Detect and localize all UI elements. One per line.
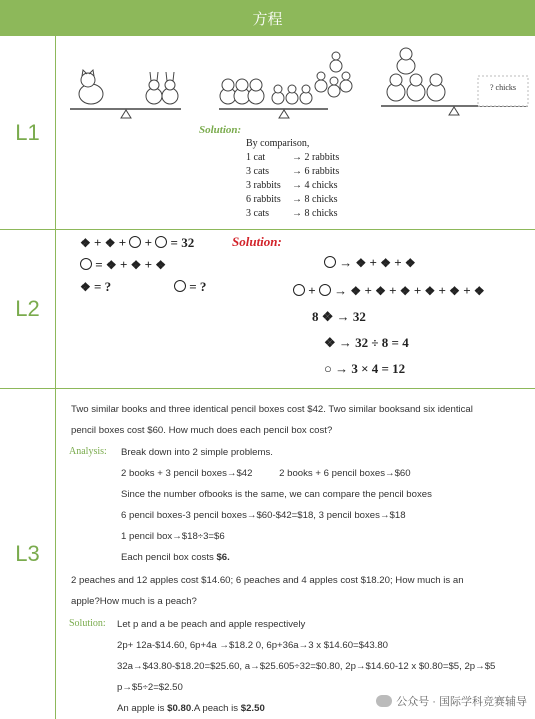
- page-title: 方程: [252, 10, 283, 28]
- analysis-line-3: Since the number ofbooks is the same, we can compare the pencil boxes: [121, 489, 432, 500]
- cat-icon: [427, 74, 445, 101]
- clover-icon: ❖: [80, 236, 91, 250]
- l1-line-3-left: 3 rabbits: [246, 180, 281, 191]
- analysis-line-5: 1 pencil box→$18÷3=$6: [121, 531, 225, 542]
- scale-cat-vs-rabbits: [70, 70, 181, 118]
- clover-icon: ❖: [375, 284, 386, 298]
- clover-icon: ❖: [473, 284, 485, 298]
- clover-icon: ❖: [104, 236, 116, 250]
- circle-icon: [129, 236, 141, 248]
- clover-icon: ❖: [350, 284, 362, 298]
- step-5: ○ → 3 × 4 = 12: [324, 361, 406, 376]
- analysis-label: Analysis:: [69, 446, 107, 457]
- level-3-label: L3: [0, 388, 56, 719]
- rabbit-icon: [146, 72, 162, 104]
- l1-line-5-right: → 8 chicks: [292, 208, 338, 219]
- l1-line-5-left: 3 cats: [246, 208, 270, 219]
- l1-solution-label: Solution:: [199, 124, 242, 136]
- peach-answer: $2.50: [240, 703, 265, 714]
- analysis-line-6: Each pencil box costs $6.: [121, 552, 230, 563]
- cat-icon: [407, 74, 425, 101]
- analysis-line-2: 2 books + 3 pencil boxes→$42 2 books + 6 pencil boxes→$60: [121, 468, 411, 479]
- l1-line-1-left: 1 cat: [246, 152, 266, 163]
- l3-solution-label: Solution:: [69, 618, 106, 629]
- level-3-row: [0, 388, 535, 719]
- circle-icon: [324, 256, 336, 268]
- level-2-row: [0, 229, 535, 389]
- level-2-label: L2: [0, 229, 56, 388]
- circle-icon: [319, 284, 331, 296]
- analysis-line-4: 6 pencil boxes-3 pencil boxes→$60-$42=$18, 3 pencil boxes→$18: [121, 510, 406, 521]
- level-1-label: L1: [0, 36, 56, 229]
- equation-1-value: = 32: [170, 235, 195, 250]
- page-header: [0, 0, 535, 36]
- watermark: 公众号 · 国际学科竞赛辅导: [376, 693, 527, 709]
- clover-icon: ❖: [399, 284, 411, 298]
- l1-line-3-right: → 4 chicks: [292, 180, 338, 191]
- equation-1: ❖ + ❖ + + = 32: [80, 235, 195, 250]
- wechat-icon: [376, 695, 392, 707]
- level-1-content: [56, 36, 535, 229]
- solution-line-1: Let p and a be peach and apple respectively: [117, 619, 306, 630]
- l1-line-2-left: 3 cats: [246, 166, 270, 177]
- level-3-content: [56, 388, 535, 719]
- solution-line-4: p→$5÷2=$2.50: [117, 682, 183, 693]
- unknown-chicks-label: ? chicks: [490, 83, 516, 92]
- circle-icon: [80, 258, 92, 270]
- question-1-line-2: pencil boxes cost $60. How much does each pencil box cost?: [71, 425, 333, 436]
- balance-scales-illustration: [56, 46, 535, 131]
- cat-icon: [387, 74, 405, 101]
- solution-line-3: 32a→$43.80-$18.20=$25.60, a→$25.605÷32=$0.80, 2p→$14.60-12 x $0.80=$5, 2p→$5: [117, 661, 496, 672]
- clover-icon: ❖: [355, 256, 367, 270]
- step-2: + → ❖ + ❖ + ❖ + ❖ + ❖ + ❖: [293, 283, 485, 299]
- question-circle: = ?: [174, 279, 206, 295]
- l1-intro: By comparison,: [246, 138, 310, 149]
- clover-icon: ❖: [424, 284, 436, 298]
- l1-line-4-right: → 8 chicks: [292, 194, 338, 205]
- cat-icon: [220, 79, 236, 104]
- step-3: 8 ❖ → 32: [312, 309, 366, 324]
- level-2-content: [56, 229, 535, 388]
- equation-2: = ❖ + ❖ + ❖: [80, 257, 166, 273]
- clover-icon: ❖: [130, 258, 142, 272]
- rabbit-icon: [300, 85, 312, 104]
- chick-icon: [330, 52, 342, 72]
- cat-icon: [248, 79, 264, 104]
- step-1: → ❖ + ❖ + ❖: [324, 255, 416, 271]
- question-clover: ❖ = ?: [80, 279, 112, 294]
- question-2-line-2: apple?How much is a peach?: [71, 596, 197, 607]
- question-1-line-1: Two similar books and three identical pencil boxes cost $42. Two similar booksand six identical: [71, 404, 473, 415]
- l1-line-1-right: → 2 rabbits: [292, 152, 340, 163]
- level-1-row: [0, 36, 535, 230]
- clover-icon: ❖: [80, 280, 91, 294]
- rabbit-icon: [162, 72, 178, 104]
- circle-icon: [174, 280, 186, 292]
- solution-line-5: An apple is $0.80.A peach is $2.50: [117, 703, 265, 714]
- cat-icon: [397, 48, 415, 74]
- circle-icon: [293, 284, 305, 296]
- clover-icon: ❖: [449, 284, 460, 298]
- apple-answer: $0.80: [167, 703, 192, 714]
- l1-line-4-left: 6 rabbits: [246, 194, 281, 205]
- chick-icon: [315, 72, 327, 92]
- chick-icon: [340, 72, 352, 92]
- rabbit-icon: [272, 85, 284, 104]
- cat-icon: [79, 70, 103, 104]
- clover-icon: ❖: [380, 256, 391, 270]
- circle-icon: [155, 236, 167, 248]
- step-4: ❖ → 32 ÷ 8 = 4: [324, 335, 409, 350]
- chick-icon: [328, 77, 340, 97]
- clover-icon: ❖: [404, 256, 416, 270]
- clover-icon: ❖: [155, 258, 167, 272]
- solution-line-2: 2p+ 12a-$14.60, 6p+4a →$18.2 0, 6p+36a→3 x $14.60=$43.80: [117, 640, 388, 651]
- clover-icon: ❖: [105, 258, 117, 272]
- rabbit-icon: [286, 85, 298, 104]
- pencil-box-answer: $6.: [216, 552, 230, 563]
- question-2-line-1: 2 peaches and 12 apples cost $14.60; 6 peaches and 4 apples cost $18.20; How much is an: [71, 575, 464, 586]
- analysis-line-1: Break down into 2 simple problems.: [121, 447, 273, 458]
- l1-line-2-right: → 6 rabbits: [292, 166, 340, 177]
- scale-cats-vs-unknown-chicks: [381, 48, 528, 115]
- scale-cats-vs-rabbits: [219, 79, 328, 118]
- l2-solution-label: Solution:: [232, 234, 282, 249]
- cat-icon: [234, 79, 250, 104]
